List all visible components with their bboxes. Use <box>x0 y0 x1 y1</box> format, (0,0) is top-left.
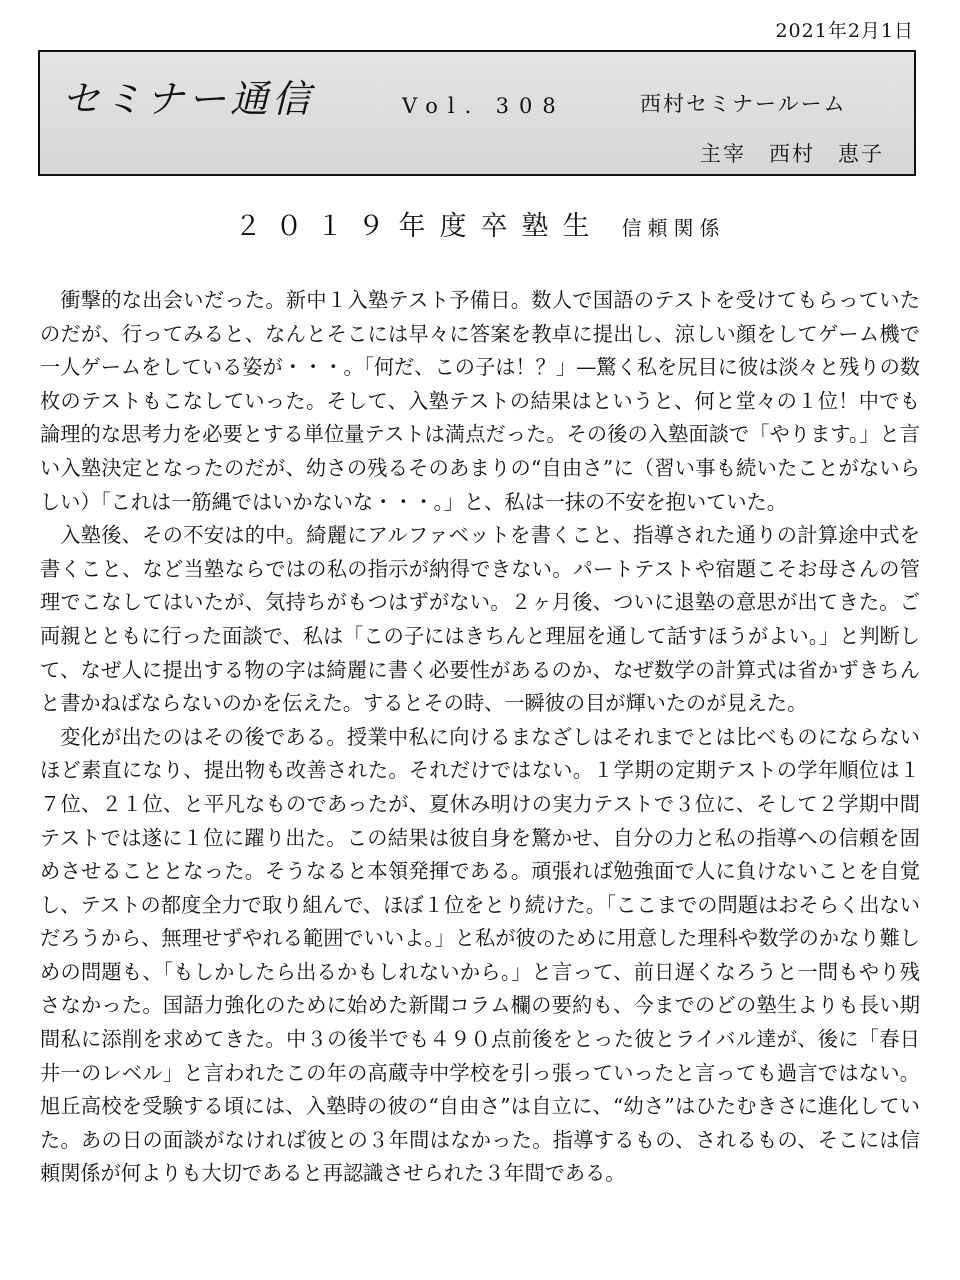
article-title: ２０１９年度卒塾生 <box>234 211 604 242</box>
volume-number: Vol．308 <box>402 94 566 118</box>
paragraph: 入塾後、その不安は的中。綺麗にアルファベットを書くこと、指導された通りの計算途中式を書くこと、など当塾ならではの私の指示が納得できない。パートテストや宿題こそお母さんの管理でこなしてはいたが、気持ちがもつはずがない。２ヶ月後、ついに退塾の意思が出てきた。ご両親とともに行った面談で、私は「この子にはきちんと理屈を通して話すほうがよい。」と判断して、なぜ人に提出する物の字は綺麗に書く必要性があるのか、なぜ数学の計算式は省かずきちんと書かねばならないのかを伝えた。するとその時、一瞬彼の目が輝いたのが見えた。 <box>40 523 920 716</box>
paragraph: 変化が出たのはその後である。授業中私に向けるまなざしはそれまでとは比べものにならないほど素直になり、提出物も改善された。それだけではない。１学期の定期テストの学年順位は１７位、２１位、と平凡なものであったが、夏休み明けの実力テストで３位に、そして２学期中間テストでは遂に１位に躍り出た。この結果は彼自身を驚かせ、自分の力と私の指導への信頼を固めさせることとなった。そうなると本領発揮である。頑張れば勉強面で人に負けないことを自覚し、テストの都度全力で取り組んで、ほぼ１位をとり続けた。「ここまでの問題はおそらく出ないだろうから、無理せずやれる範囲でいいよ。」と私が彼のために用意した理科や数学のかなり難しめの問題も、「もしかしたら出るかもしれないから。」と言って、前日遅くなろうと一問もやり残さなかった。国語力強化のために始めた新聞コラム欄の要約も、今までのどの塾生よりも長い期間私に添削を求めてきた。中３の後半でも４９０点前後をとった彼とライバル達が、後に「春日井一のレベル」と言われたこの年の高蔵寺中学校を引っ張っていったと言っても過言ではない。旭丘高校を受験する頃には、入塾時の彼の“自由さ”は自立に、“幼さ”はひたむきさに進化していた。あの日の面談がなければ彼との３年間はなかった。指導するもの、されるもの、そこには信頼関係が何よりも大切であると再認識させられた３年間である。 <box>40 724 920 1186</box>
newsletter-header <box>38 50 916 176</box>
paragraph: 衝撃的な出会いだった。新中１入塾テスト予備日。数人で国語のテストを受けてもらっていたのだが、行ってみると、なんとそこには早々に答案を教卓に提出し、涼しい顔をしてゲーム機で一人ゲームをしている姿が・・・。「何だ、この子は！？」—驚く私を尻目に彼は淡々と残りの数枚のテストもこなしていった。そして、入塾テストの結果はというと、何と堂々の１位！中でも論理的な思考力を必要とする単位量テストは満点だった。その後の入塾面談で「やります。」と言い入塾決定となったのだが、幼さの残るそのあまりの“自由さ”に（習い事も続いたことがないらしい）「これは一筋縄ではいかないな・・・。」と、私は一抹の不安を抱いていた。 <box>40 288 920 514</box>
article-subtitle: 信頼関係 <box>621 216 726 240</box>
article-body <box>40 284 920 1191</box>
organization-name: 西村セミナールーム <box>640 92 847 116</box>
owner-name: 主宰 西村 恵子 <box>700 142 884 166</box>
issue-date: 2021年2月1日 <box>775 20 914 42</box>
article-heading <box>0 204 960 243</box>
newsletter-title: セミナー通信 <box>62 77 315 121</box>
